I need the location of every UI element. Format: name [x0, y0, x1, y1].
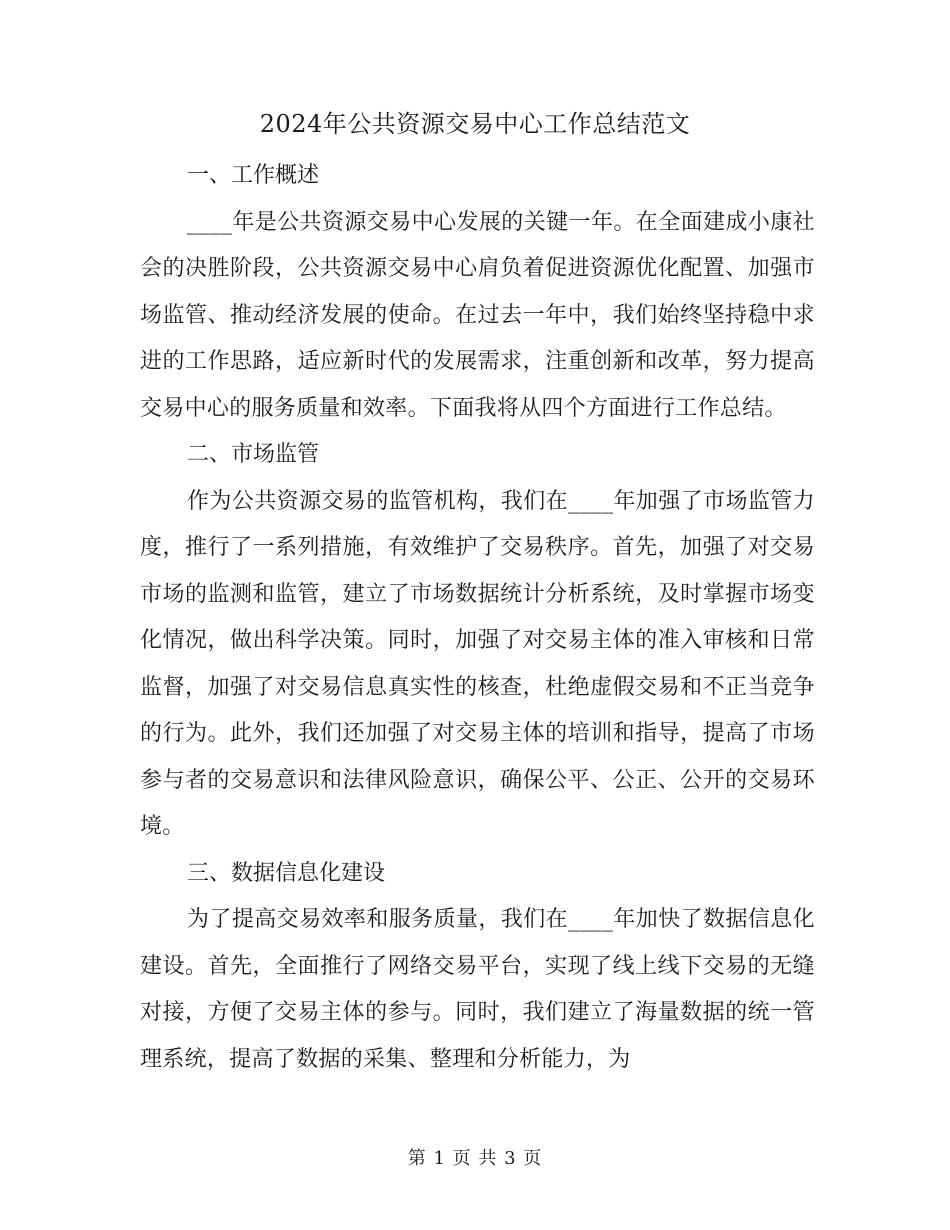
section-work-overview: [140, 153, 815, 432]
section-market-supervision: [140, 432, 815, 851]
page-footer: 第 1 页 共 3 页: [407, 1148, 543, 1169]
document-title: 2024年公共资源交易中心工作总结范文: [259, 110, 691, 138]
section-heading: 三、数据信息化建设: [187, 860, 386, 886]
section-data-informatization: [140, 851, 815, 1084]
document-body: [140, 153, 815, 1083]
section-heading: 二、市场监管: [187, 442, 320, 467]
section-paragraph: 为了提高交易效率和服务质量，我们在____年加快了数据信息化建设。首先，全面推行了网络交易平台，实现了线上线下交易的无缝对接，方便了交易主体的参与。同时，我们建立了海量数据的统一管理系统，提高了数据的采集、整理和分析能力，为: [140, 907, 815, 1072]
section-paragraph: 作为公共资源交易的监管机构，我们在____年加强了市场监管力度，推行了一系列措施，有效维护了交易秩序。首先，加强了对交易市场的监测和监管，建立了市场数据统计分析系统，及时掌握市场变化情况，做出科学决策。同时，加强了对交易主体的准入审核和日常监督，加强了对交易信息真实性的核查，杜绝虚假交易和不正当竞争的行为。此外，我们还加强了对交易主体的培训和指导，提高了市场参与者的交易意识和法律风险意识，确保公平、公正、公开的交易环境。: [140, 488, 815, 839]
section-paragraph: ____年是公共资源交易中心发展的关键一年。在全面建成小康社会的决胜阶段，公共资源交易中心肩负着促进资源优化配置、加强市场监管、推动经济发展的使命。在过去一年中，我们始终坚持稳中求进的工作思路，适应新时代的发展需求，注重创新和改革，努力提高交易中心的服务质量和效率。下面我将从四个方面进行工作总结。: [140, 209, 815, 421]
section-heading: 一、工作概述: [187, 163, 320, 188]
